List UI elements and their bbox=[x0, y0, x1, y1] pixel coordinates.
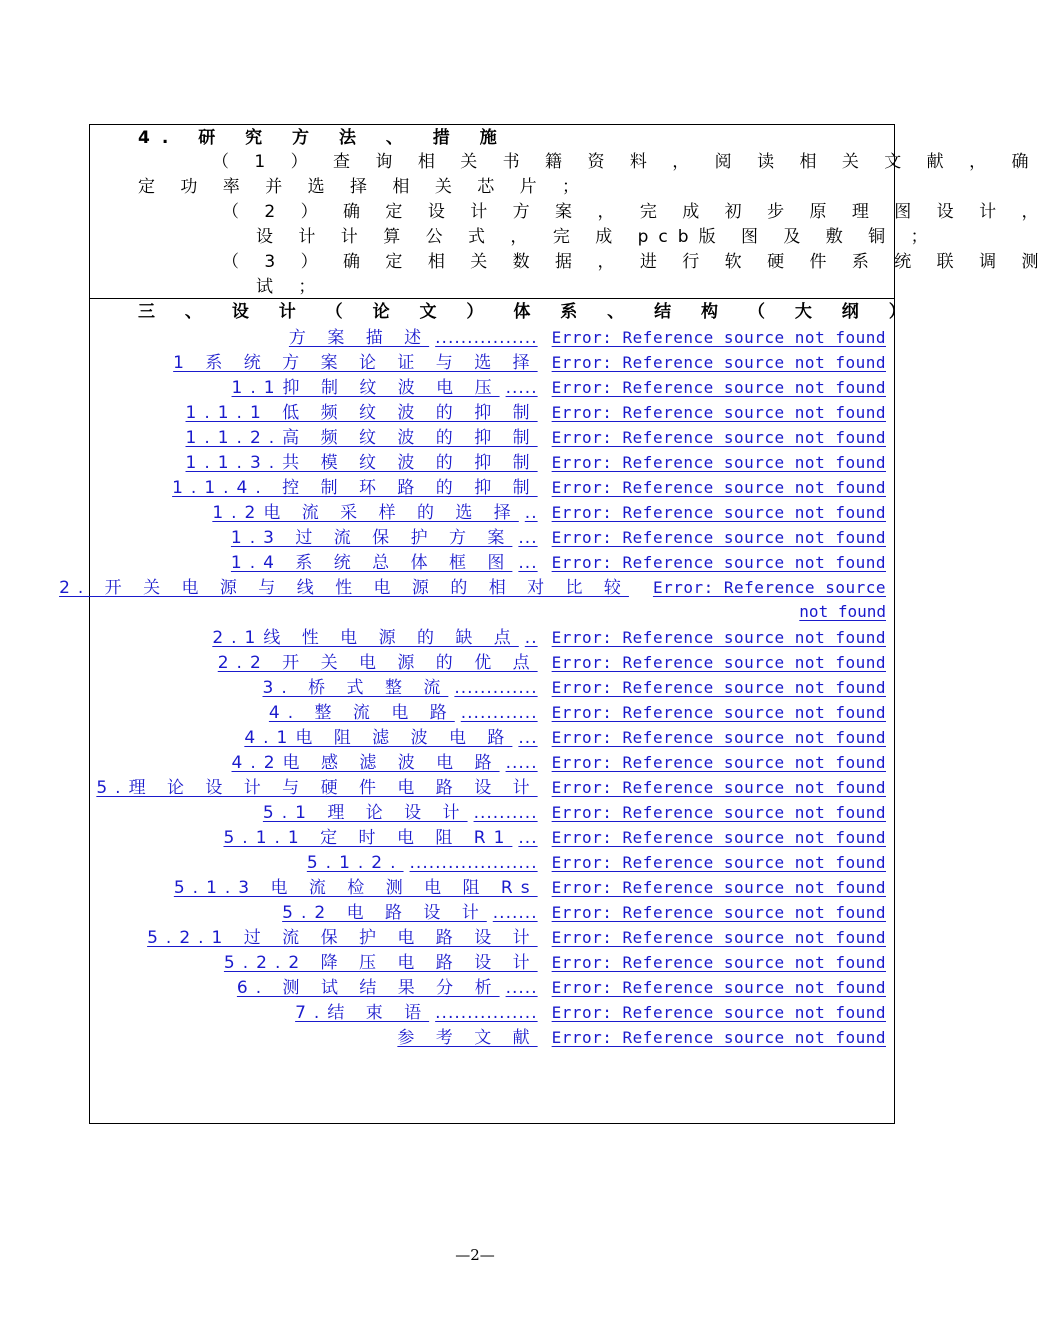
toc-entry-error-text: Error: Reference source not found bbox=[551, 453, 886, 472]
toc-entry-link[interactable] bbox=[59, 577, 886, 599]
toc-entry-link[interactable] bbox=[212, 502, 886, 524]
toc-entry-error-text: Error: Reference source not found bbox=[551, 353, 886, 372]
toc-entry-link[interactable] bbox=[212, 627, 886, 649]
section3-heading: 三 、 设 计 （ 论 文 ） 体 系 、 结 构 （ 大 纲 ） bbox=[138, 302, 918, 322]
toc-entry-title: 3. 桥 式 整 流 bbox=[262, 678, 449, 698]
toc-entry-error-text: Error: Reference source not found bbox=[551, 428, 886, 447]
toc-entry-error-text: Error: Reference source not found bbox=[551, 953, 886, 972]
toc-entry-error-text: Error: Reference source not found bbox=[551, 678, 886, 697]
toc-entry-link[interactable] bbox=[282, 902, 886, 924]
toc-entry-link[interactable] bbox=[186, 427, 886, 449]
toc-entry-error-text: Error: Reference source not found bbox=[551, 478, 886, 497]
toc-entry-title: 5.2.2 降 压 电 路 设 计 bbox=[223, 953, 538, 973]
toc-entry-link[interactable] bbox=[96, 777, 886, 799]
toc-entry-error-text: Error: Reference source not found bbox=[551, 653, 886, 672]
toc-entry-leader-dots: ....... bbox=[492, 903, 538, 923]
toc-entry-title: 1 系 统 方 案 论 证 与 选 择 bbox=[173, 353, 538, 373]
toc-entry-error-text: Error: Reference source not found bbox=[551, 728, 886, 747]
toc-entry-leader-dots: ............ bbox=[460, 703, 538, 723]
toc-entry-leader-dots: .. bbox=[524, 628, 538, 648]
toc-entry-leader-dots: .................... bbox=[409, 853, 538, 873]
toc-entry-title: 5.1 理 论 设 计 bbox=[262, 803, 468, 823]
toc-entry-title: 1.1.4. 控 制 环 路 的 抑 制 bbox=[172, 478, 538, 498]
toc-entry-title: 2. 开 关 电 源 与 线 性 电 源 的 相 对 比 较 bbox=[59, 578, 629, 598]
toc-entry-error-text: Error: Reference source not found bbox=[551, 1003, 886, 1022]
toc-entry-leader-dots: ... bbox=[518, 553, 538, 573]
section4-heading: 4. 研 究 方 法 、 措 施 bbox=[138, 128, 509, 148]
method-item-1-line2: 定 功 率 并 选 择 相 关 芯 片 ； bbox=[138, 177, 590, 197]
toc-entry-link[interactable] bbox=[232, 752, 886, 774]
toc-entry-title: 1.1抑 制 纹 波 电 压 bbox=[231, 378, 500, 398]
toc-entry-leader-dots: ................ bbox=[435, 1003, 538, 1023]
toc-entry-error-text: Error: Reference source not found bbox=[551, 803, 886, 822]
toc-entry-title: 1.2电 流 采 样 的 选 择 bbox=[212, 503, 519, 523]
section-divider bbox=[89, 298, 895, 299]
toc-entry-link[interactable] bbox=[307, 852, 886, 874]
toc-entry-title: 1.1.2.高 频 纹 波 的 抑 制 bbox=[185, 428, 538, 448]
toc-entry-error-text: Error: Reference source bbox=[652, 578, 886, 597]
toc-entry-title: 5.2.1 过 流 保 护 电 路 设 计 bbox=[147, 928, 538, 948]
toc-entry-error-text: Error: Reference source not found bbox=[551, 403, 886, 422]
toc-entry-error-text: Error: Reference source not found bbox=[551, 928, 886, 947]
method-item-1-line1: （ 1 ） 查 询 相 关 书 籍 资 料 ， 阅 读 相 关 文 献 ， 确 bbox=[212, 152, 1039, 172]
toc-entry-title: 4.1电 阻 滤 波 电 路 bbox=[244, 728, 513, 748]
toc-entry-leader-dots: ..... bbox=[505, 978, 538, 998]
toc-entry-title: 5.1.1 定 时 电 阻 R1 bbox=[223, 828, 513, 848]
toc-entry-error-text: Error: Reference source not found bbox=[551, 628, 886, 647]
toc-entry-title: 1.3 过 流 保 护 方 案 bbox=[230, 528, 513, 548]
toc-entry-link[interactable] bbox=[231, 527, 886, 549]
page-number: —2— bbox=[455, 1246, 495, 1264]
toc-entry-link[interactable] bbox=[232, 377, 886, 399]
toc-entry-title: 5.1.2. bbox=[306, 853, 404, 873]
toc-entry-error-text: Error: Reference source not found bbox=[551, 1028, 886, 1047]
toc-entry-title: 4.2电 感 滤 波 电 路 bbox=[231, 753, 500, 773]
toc-entry-error-text: Error: Reference source not found bbox=[551, 553, 886, 572]
toc-entry-error-text: Error: Reference source not found bbox=[551, 778, 886, 797]
toc-entry-title: 方 案 描 述 bbox=[288, 328, 430, 348]
toc-entry-link[interactable] bbox=[269, 702, 886, 724]
toc-entry-leader-dots: ... bbox=[518, 828, 538, 848]
toc-entry-link[interactable] bbox=[295, 1002, 886, 1024]
toc-entry-error-text: Error: Reference source not found bbox=[551, 828, 886, 847]
method-item-2-line2: 设 计 计 算 公 式 ， 完 成 pcb版 图 及 敷 铜 ； bbox=[256, 227, 938, 247]
toc-entry-error-text: Error: Reference source not found bbox=[551, 528, 886, 547]
toc-entry-title: 1.1.1 低 频 纹 波 的 抑 制 bbox=[185, 403, 538, 423]
toc-entry-title: 5.2 电 路 设 计 bbox=[282, 903, 487, 923]
toc-entry-link[interactable] bbox=[218, 652, 886, 674]
toc-entry-leader-dots: .......... bbox=[473, 803, 538, 823]
toc-entry-error-text: Error: Reference source not found bbox=[551, 703, 886, 722]
toc-entry-link[interactable] bbox=[231, 552, 886, 574]
toc-entry-link[interactable] bbox=[173, 352, 886, 374]
toc-entry-link[interactable] bbox=[186, 452, 886, 474]
toc-entry-error-text: Error: Reference source not found bbox=[551, 903, 886, 922]
method-item-3-line2: 试 ； bbox=[256, 277, 326, 297]
method-item-2-line1: （ 2 ） 确 定 设 计 方 案 ， 完 成 初 步 原 理 图 设 计 ， bbox=[222, 202, 1049, 222]
toc-entry-link[interactable] bbox=[186, 402, 886, 424]
toc-entry-error-text: Error: Reference source not found bbox=[551, 503, 886, 522]
toc-entry-link[interactable] bbox=[397, 1027, 886, 1049]
toc-entry-link[interactable] bbox=[244, 727, 886, 749]
toc-entry-link[interactable] bbox=[147, 927, 886, 949]
toc-entry-error-text: Error: Reference source not found bbox=[551, 328, 886, 347]
toc-entry-error-text: Error: Reference source not found bbox=[551, 853, 886, 872]
toc-entry-link[interactable] bbox=[263, 802, 886, 824]
toc-entry-leader-dots: ... bbox=[518, 528, 538, 548]
toc-entry-leader-dots: ................ bbox=[435, 328, 538, 348]
toc-entry-title: 5.1.3 电 流 检 测 电 阻 Rs bbox=[173, 878, 538, 898]
toc-entry-link[interactable] bbox=[224, 952, 886, 974]
toc-entry-error-text: Error: Reference source not found bbox=[551, 878, 886, 897]
toc-entry-title: 6. 测 试 结 果 分 析 bbox=[236, 978, 500, 998]
toc-entry-error-text: Error: Reference source not found bbox=[551, 753, 886, 772]
toc-entry-title: 5.理 论 设 计 与 硬 件 电 路 设 计 bbox=[96, 778, 538, 798]
toc-entry-leader-dots: ..... bbox=[505, 753, 538, 773]
toc-entry-title: 2.1线 性 电 源 的 缺 点 bbox=[212, 628, 519, 648]
toc-entry-leader-dots: .. bbox=[524, 503, 538, 523]
toc-entry-error-continuation[interactable]: not found bbox=[799, 602, 886, 621]
toc-entry-link[interactable] bbox=[174, 877, 886, 899]
toc-entry-title: 2.2 开 关 电 源 的 优 点 bbox=[217, 653, 538, 673]
toc-entry-leader-dots: ..... bbox=[505, 378, 538, 398]
toc-entry-link[interactable] bbox=[263, 677, 886, 699]
toc-entry-title: 7.结 束 语 bbox=[295, 1003, 430, 1023]
toc-entry-error-text: Error: Reference source not found bbox=[551, 978, 886, 997]
toc-entry-leader-dots: ... bbox=[518, 728, 538, 748]
toc-entry-error-text: Error: Reference source not found bbox=[551, 378, 886, 397]
toc-entry-link[interactable] bbox=[172, 477, 886, 499]
toc-entry-link[interactable] bbox=[237, 977, 886, 999]
toc-entry-title: 4. 整 流 电 路 bbox=[268, 703, 455, 723]
method-item-3-line1: （ 3 ） 确 定 相 关 数 据 ， 进 行 软 硬 件 系 统 联 调 测 bbox=[222, 252, 1049, 272]
toc-entry-link[interactable] bbox=[223, 827, 886, 849]
toc-entry-link[interactable] bbox=[289, 327, 886, 349]
toc-entry-leader-dots: ............. bbox=[454, 678, 538, 698]
toc-entry-title: 1.1.3.共 模 纹 波 的 抑 制 bbox=[185, 453, 538, 473]
content-table bbox=[89, 124, 895, 1124]
toc-entry-title: 1.4 系 统 总 体 框 图 bbox=[230, 553, 513, 573]
toc-entry-title: 参 考 文 献 bbox=[397, 1028, 538, 1048]
